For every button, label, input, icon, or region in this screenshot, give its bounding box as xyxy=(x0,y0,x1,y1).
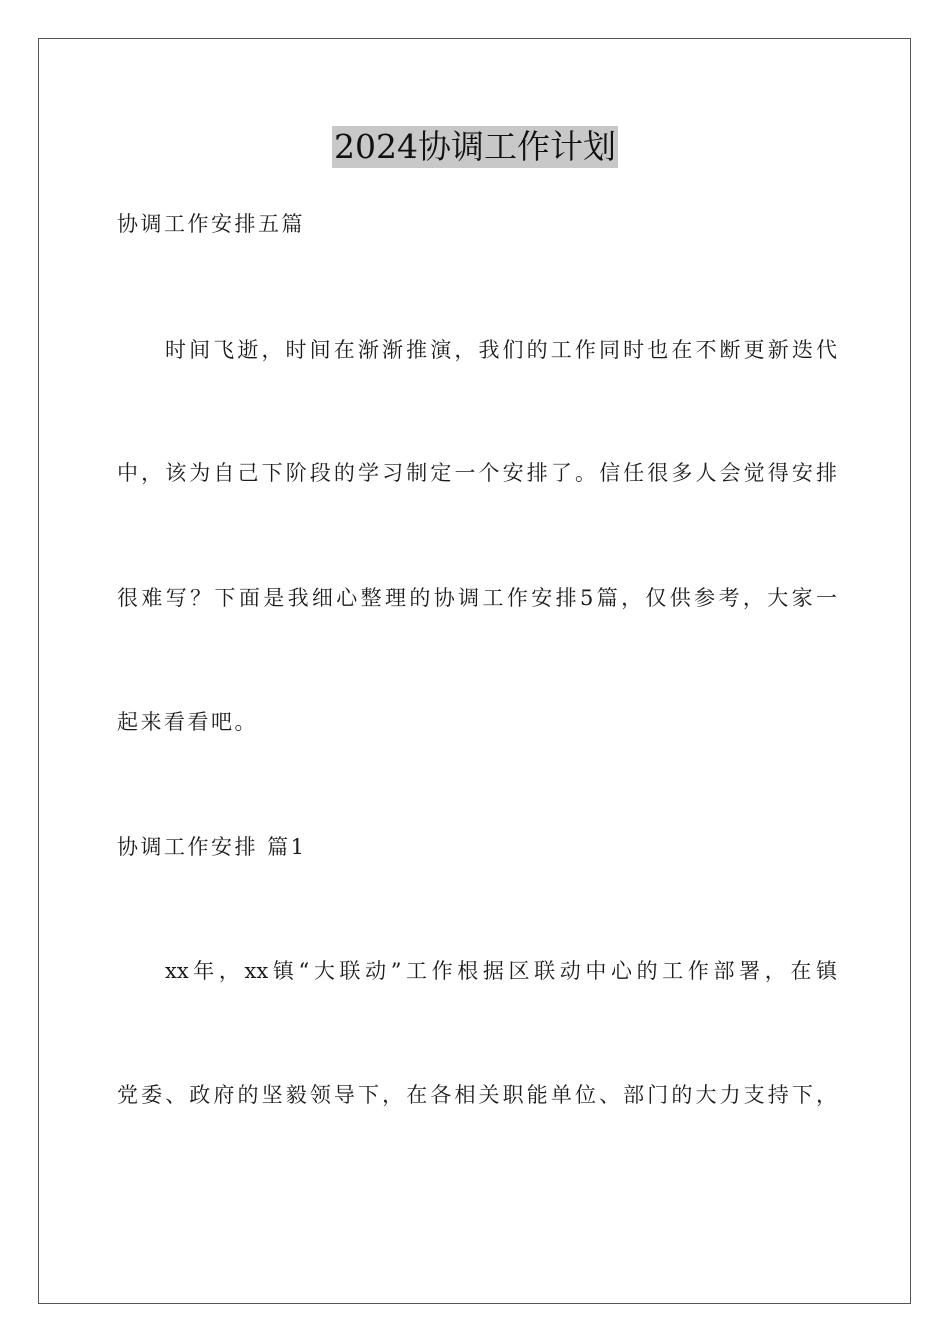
document-title: 2024协调工作计划 xyxy=(334,127,616,166)
intro-paragraph-line: 时间飞逝，时间在渐渐推演，我们的工作同时也在不断更新迭代 xyxy=(165,338,837,362)
intro-paragraph-line: 很难写？下面是我细心整理的协调工作安排5篇，仅供参考，大家一 xyxy=(117,586,837,610)
document-subtitle: 协调工作安排五篇 xyxy=(117,212,305,236)
section-paragraph-line: 党委、政府的坚毅领导下，在各相关职能单位、部门的大力支持下， xyxy=(117,1083,837,1107)
section-paragraph-line: xx年，xx镇“大联动”工作根据区联动中心的工作部署，在镇 xyxy=(165,959,837,983)
intro-paragraph-line: 中，该为自己下阶段的学习制定一个安排了。信任很多人会觉得安排 xyxy=(117,461,837,485)
title-container xyxy=(0,126,950,168)
section-heading: 协调工作安排 篇1 xyxy=(117,835,307,859)
intro-paragraph-line: 起来看看吧。 xyxy=(117,710,258,734)
